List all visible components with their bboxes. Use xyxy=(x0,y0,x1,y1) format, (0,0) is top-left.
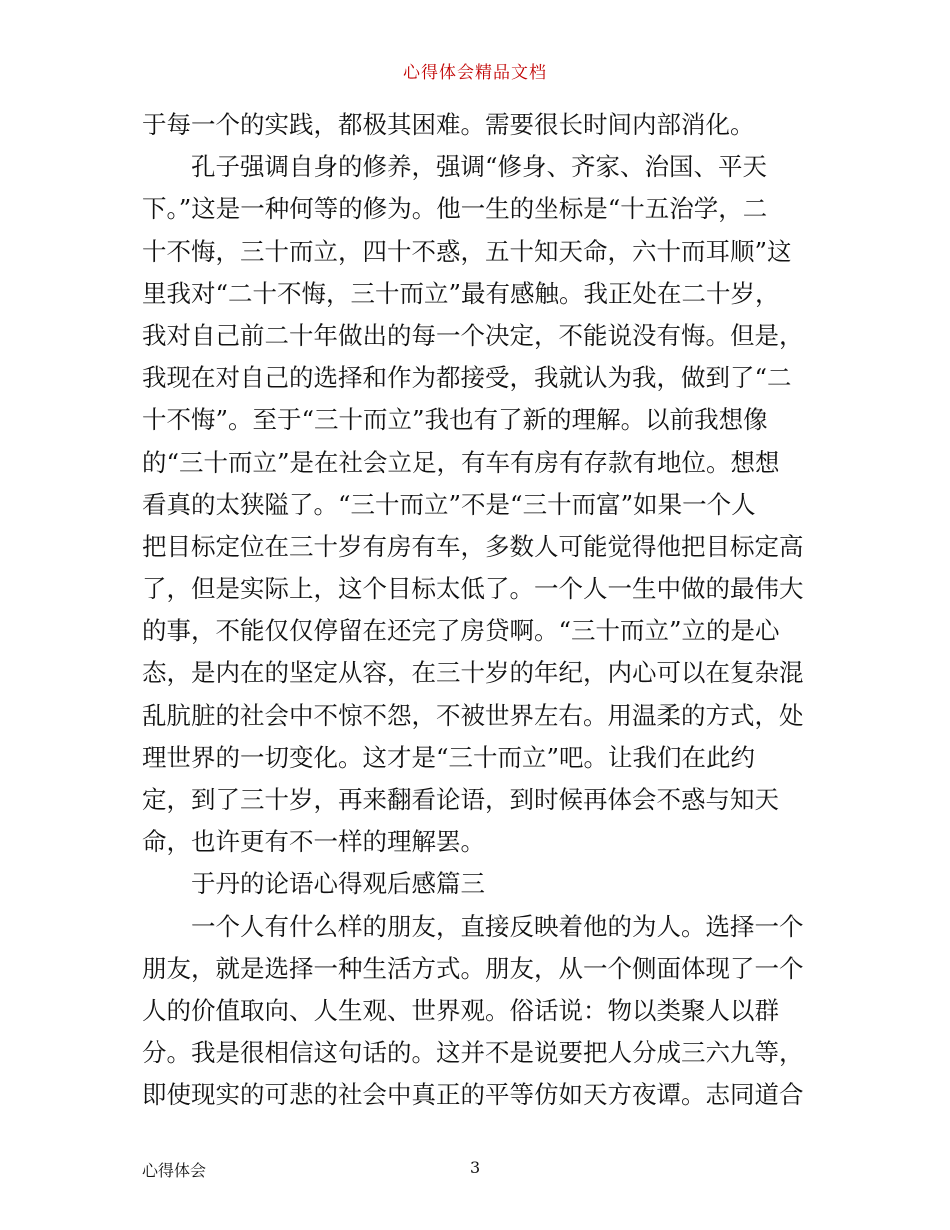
section-heading: 于丹的论语心得观后感篇三 xyxy=(191,869,485,899)
text-line: 十不悔，三十而立，四十不惑，五十知天命，六十而耳顺”这 xyxy=(142,236,792,266)
text-line: 的事，不能仅仅停留在还完了房贷啊。“三十而立”立的是心 xyxy=(142,616,780,646)
page-number: 3 xyxy=(470,1158,481,1177)
text-line: 朋友，就是选择一种生活方式。朋友，从一个侧面体现了一个 xyxy=(142,953,804,983)
text-line: 的“三十而立”是在社会立足，有车有房有存款有地位。想想 xyxy=(142,447,780,477)
text-line: 孔子强调自身的修养，强调“修身、齐家、治国、平天 xyxy=(191,152,768,182)
page-header-title: 心得体会精品文档 xyxy=(403,63,547,83)
text-line: 定，到了三十岁，再来翻看论语，到时候再体会不惑与知天 xyxy=(142,785,779,814)
document-body xyxy=(142,104,818,1117)
text-line: 一个人有什么样的朋友，直接反映着他的为人。选择一个 xyxy=(191,911,804,941)
text-line: 于每一个的实践，都极其困难。需要很长时间内部消化。 xyxy=(142,110,755,139)
text-line: 下。”这是一种何等的修为。他一生的坐标是“十五治学，二 xyxy=(142,194,768,224)
text-line: 即使现实的可悲的社会中真正的平等仿如天方夜谭。志同道合 xyxy=(142,1080,804,1110)
text-line: 看真的太狭隘了。“三十而立”不是“三十而富”如果一个人 xyxy=(142,489,756,519)
text-line: 十不悔”。至于“三十而立”我也有了新的理解。以前我想像 xyxy=(142,405,768,435)
text-line: 里我对“二十不悔，三十而立”最有感触。我正处在二十岁， xyxy=(142,278,780,308)
text-line: 我对自己前二十年做出的每一个决定，不能说没有悔。但是， xyxy=(142,320,804,350)
text-line: 态，是内在的坚定从容，在三十岁的年纪，内心可以在复杂混 xyxy=(142,658,804,688)
text-line: 命，也许更有不一样的理解罢。 xyxy=(142,827,485,857)
text-line: 理世界的一切变化。这才是“三十而立”吧。让我们在此约 xyxy=(142,742,756,772)
text-line: 我现在对自己的选择和作为都接受，我就认为我，做到了“二 xyxy=(142,363,792,393)
text-line: 把目标定位在三十岁有房有车，多数人可能觉得他把目标定高 xyxy=(142,531,804,561)
text-line: 乱肮脏的社会中不惊不怨，不被世界左右。用温柔的方式，处 xyxy=(142,700,804,730)
text-line: 分。我是很相信这句话的。这并不是说要把人分成三六九等， xyxy=(142,1038,804,1068)
text-line: 了，但是实际上，这个目标太低了。一个人一生中做的最伟大 xyxy=(142,574,804,604)
text-line: 人的价值取向、人生观、世界观。俗话说：物以类聚人以群 xyxy=(142,995,779,1025)
footer-label: 心得体会 xyxy=(142,1161,207,1180)
